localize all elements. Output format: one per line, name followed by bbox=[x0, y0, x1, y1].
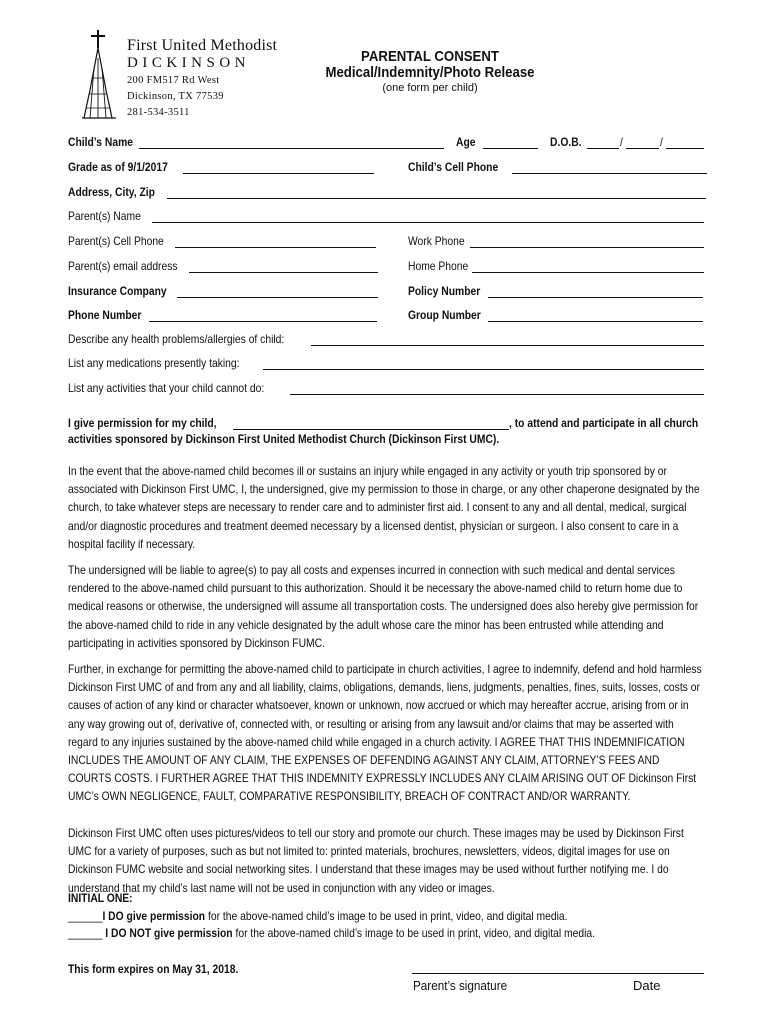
permission-text-line2: activities sponsored by Dickinson First United Methodist Church (Dickinson First UMC). bbox=[68, 432, 500, 446]
parents-email-field[interactable] bbox=[189, 272, 378, 273]
age-label: Age bbox=[456, 135, 476, 149]
medical-consent-paragraph: In the event that the above-named child becomes ill or sustains an injury while engaged in any activity or youth trip sponsored by or associated with Dickinson First UMC, I, the undersigned, give my permission to those in charge, or any other chaperone designated by the church, to take whatever steps are necessary to render care and to administer first aid. I consent to any and all dental, medical, surgical and/or diagnostic procedures and treatment deemed necessary by a licensed dentist, physician or surgeon. I also consent to care in a hospital facility if necessary. bbox=[68, 464, 700, 551]
insurance-field[interactable] bbox=[177, 297, 378, 298]
medications-field[interactable] bbox=[263, 369, 704, 370]
form-title: PARENTAL CONSENT bbox=[361, 48, 499, 65]
photo-release-paragraph: Dickinson First UMC often uses pictures/videos to tell our story and promote our church. These images may be used by Dickinson First UMC for a variety of purposes, such as but not limited to: printed materials, brochures, newsletters, videos, digital images for use on Dickinson FUMC website and social networking sites. I understand that these images may be used without further notifying me. I do understand that my child’s last name will not be used in conjunction with any video or images. bbox=[68, 826, 684, 895]
work-phone-field[interactable] bbox=[470, 247, 704, 248]
group-number-field[interactable] bbox=[488, 321, 703, 322]
group-number-label: Group Number bbox=[408, 308, 481, 322]
work-phone-label: Work Phone bbox=[408, 234, 465, 248]
permission-text-start: I give permission for my child, bbox=[68, 416, 217, 430]
home-phone-field[interactable] bbox=[472, 272, 704, 273]
dob-year-field[interactable] bbox=[666, 148, 704, 149]
age-field[interactable] bbox=[483, 148, 538, 149]
permission-no-text: for the above-named child’s image to be used in print, video, and digital media. bbox=[232, 926, 596, 940]
dob-label: D.O.B. bbox=[550, 135, 582, 149]
address-label: Address, City, Zip bbox=[68, 185, 155, 199]
child-cell-field[interactable] bbox=[512, 173, 707, 174]
signature-field[interactable] bbox=[412, 973, 704, 974]
dob-day-field[interactable] bbox=[626, 148, 659, 149]
photo-permission-no-option[interactable] bbox=[68, 926, 595, 940]
activities-label: List any activities that your child cannot do: bbox=[68, 381, 265, 395]
photo-permission-yes-option[interactable] bbox=[68, 909, 567, 923]
permission-yes-label: I DO give permission bbox=[102, 909, 206, 923]
permission-text-end: , to attend and participate in all church bbox=[509, 416, 699, 430]
policy-number-field[interactable] bbox=[488, 297, 703, 298]
policy-number-label: Policy Number bbox=[408, 284, 481, 298]
permission-yes-text: for the above-named child’s image to be used in print, video, and digital media. bbox=[205, 909, 568, 923]
address-field[interactable] bbox=[167, 198, 706, 199]
form-note: (one form per child) bbox=[382, 82, 478, 94]
form-subtitle: Medical/Indemnity/Photo Release bbox=[325, 64, 535, 81]
initial-one-heading: INITIAL ONE: bbox=[68, 891, 133, 905]
date-label: Date bbox=[633, 978, 661, 993]
medications-label: List any medications presently taking: bbox=[68, 356, 240, 370]
dob-separator: / bbox=[660, 135, 663, 149]
insurance-label: Insurance Company bbox=[68, 284, 167, 298]
church-phone: 281-534-3511 bbox=[127, 107, 190, 118]
health-problems-field[interactable] bbox=[311, 345, 704, 346]
phone-number-field[interactable] bbox=[149, 321, 377, 322]
phone-number-label: Phone Number bbox=[68, 308, 142, 322]
home-phone-label: Home Phone bbox=[408, 259, 469, 273]
parents-cell-field[interactable] bbox=[175, 247, 376, 248]
health-problems-label: Describe any health problems/allergies of child: bbox=[68, 332, 285, 346]
permission-child-name-field[interactable] bbox=[233, 429, 509, 430]
parents-name-label: Parent(s) Name bbox=[68, 209, 141, 223]
church-city-name: DICKINSON bbox=[127, 55, 250, 71]
initial-blank[interactable]: ______ bbox=[68, 909, 103, 923]
permission-no-label: I DO NOT give permission bbox=[102, 926, 233, 940]
childs-name-field[interactable] bbox=[139, 148, 444, 149]
initial-blank[interactable]: ______ bbox=[68, 926, 103, 940]
child-cell-label: Child’s Cell Phone bbox=[408, 160, 499, 174]
activities-field[interactable] bbox=[290, 394, 704, 395]
parents-cell-label: Parent(s) Cell Phone bbox=[68, 234, 164, 248]
parents-name-field[interactable] bbox=[152, 222, 704, 223]
grade-field[interactable] bbox=[183, 173, 374, 174]
indemnity-paragraph: Further, in exchange for permitting the above-named child to participate in church activities, I agree to indemnify, defend and hold harmless Dickinson First UMC of and from any and all liability, claims, obligations, demands, liens, judgments, penalties, fines, suits, losses, costs or causes of action of any kind or character whatsoever, known or unknown, now accrued or which may hereafter accrue, arising from or in any way growing out of, derivative of, connected with, or resulting or arising from any lawsuit and/or claims that may be asserted with regard to any injuries sustained by the above-named child while engaged in a church activity. I AGREE THAT THIS INDEMNIFICATION INCLUDES THE AMOUNT OF ANY CLAIM, THE EXPENSES OF DEFENDING AGAINST ANY CLAIM, ATTORNEY’S FEES AND COURTS COSTS. I FURTHER AGREE THAT THIS INDEMNITY EXPRESSLY INCLUDES ANY CLAIM ARISING OUT OF Dickinson First UMC’s OWN NEGLIGENCE, FAULT, COMPARATIVE RESPONSIBILITY, BREACH OF CONTRACT AND/OR WARRANTY. bbox=[68, 662, 702, 804]
form-expiration: This form expires on May 31, 2018. bbox=[68, 962, 239, 976]
childs-name-label: Child’s Name bbox=[68, 135, 133, 149]
church-name: First United Methodist bbox=[127, 37, 278, 54]
church-address-line2: Dickinson, TX 77539 bbox=[127, 91, 224, 102]
dob-separator: / bbox=[620, 135, 623, 149]
liability-paragraph: The undersigned will be liable to agree(s) to pay all costs and expenses incurred in connection with such medical and dental services rendered to the above-named child pursuant to this authorization. Should it be necessary the above-named child to return home due to medical reasons or otherwise, the undersigned will assume all transportation costs. The undersigned does also hereby give permission for the above-named child to ride in any vehicle designated by the adult whose care the minor has been entrusted while attending and participating in activities sponsored by Dickinson FUMC. bbox=[68, 563, 699, 650]
dob-month-field[interactable] bbox=[587, 148, 619, 149]
parents-email-label: Parent(s) email address bbox=[68, 259, 178, 273]
grade-label: Grade as of 9/1/2017 bbox=[68, 160, 168, 174]
church-logo-icon bbox=[80, 28, 120, 120]
parent-signature-label: Parent’s signature bbox=[413, 978, 508, 993]
church-address-line1: 200 FM517 Rd West bbox=[127, 75, 220, 86]
